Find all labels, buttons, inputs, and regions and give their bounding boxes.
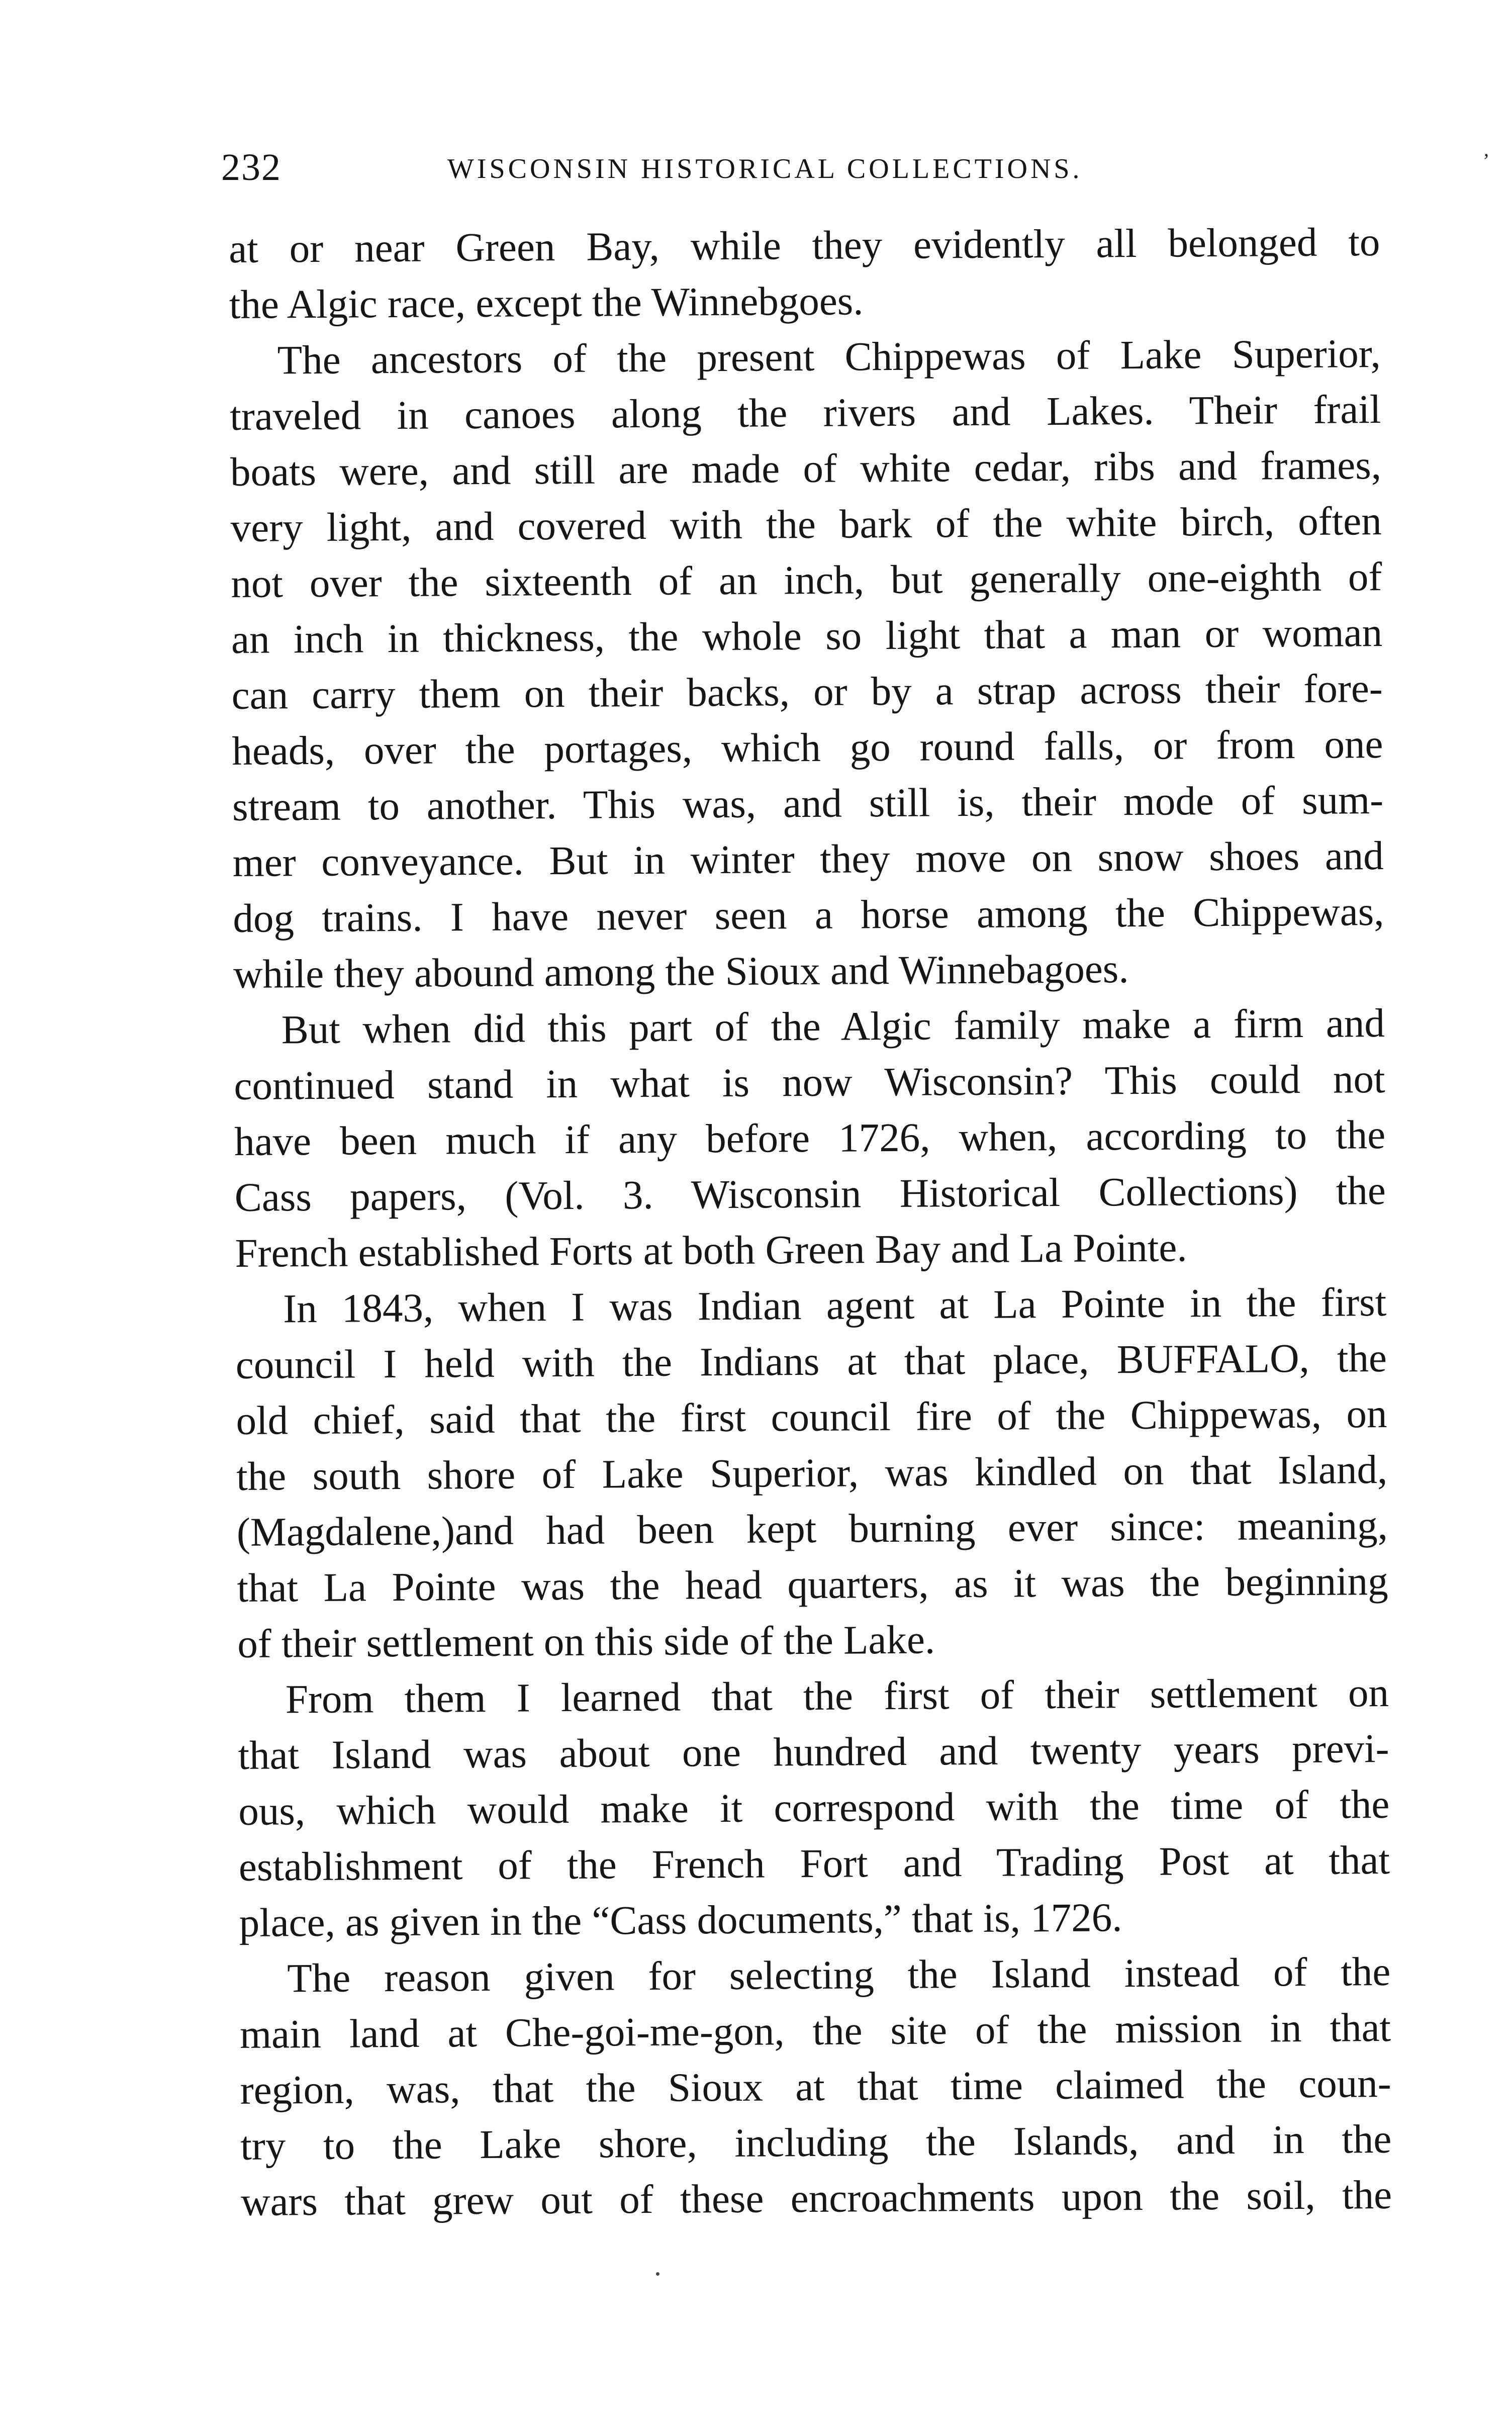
text-line: mer conveyance. But in winter they move on snow shoes and	[232, 832, 1384, 885]
running-head	[221, 146, 1357, 201]
text-line: place, as given in the “Cass documents,” that is, 1726.	[239, 1895, 1122, 1945]
text-line: that La Pointe was the head quarters, as it was the beginning	[237, 1558, 1388, 1611]
text-line: But when did this part of the Algic family make a firm and	[281, 1000, 1385, 1053]
text-line: From them I learned that the first of their settlement on	[285, 1669, 1389, 1722]
text-line: try to the Lake shore, including the Islands, and in the	[240, 2116, 1392, 2169]
text-line: ous, which would make it correspond with the time of the	[238, 1781, 1390, 1834]
text-line: In 1843, when I was Indian agent at La Pointe in the first	[282, 1279, 1387, 1332]
text-line: Cass papers, (Vol. 3. Wisconsin Historical Collections) the	[234, 1167, 1386, 1220]
text-line: The reason given for selecting the Island instead of the	[287, 1948, 1391, 2001]
text-line: traveled in canoes along the rivers and Lakes. Their frail	[230, 387, 1381, 439]
text-line: an inch in thickness, the whole so light that a man or woman	[231, 609, 1383, 662]
text-line: heads, over the portages, which go round falls, or from one	[232, 721, 1383, 774]
text-line: at or near Green Bay, while they evidently all belonged to	[229, 219, 1380, 271]
text-line: can carry them on their backs, or by a strap across their fore-	[231, 665, 1383, 718]
text-line: continued stand in what is now Wisconsin? This could not	[234, 1056, 1385, 1108]
text-line: stream to another. This was, and still is, their mode of sum-	[232, 777, 1384, 829]
text-line: old chief, said that the first council fire of the Chippewas, on	[236, 1390, 1387, 1443]
text-line: very light, and covered with the bark of the white birch, often	[230, 498, 1382, 550]
text-line: (Magdalene,)and had been kept burning ever since: meaning,	[236, 1502, 1388, 1555]
body-text	[229, 214, 1392, 2230]
text-line: French established Forts at both Green Bay and La Pointe.	[235, 1225, 1187, 1276]
text-line: have been much if any before 1726, when, according to the	[234, 1111, 1386, 1164]
text-line: the Algic race, except the Winnebgoes.	[229, 278, 864, 327]
text-line: that Island was about one hundred and twenty years previ-	[238, 1725, 1389, 1778]
text-line: council I held with the Indians at that place, BUFFALO, the	[235, 1335, 1387, 1387]
text-line: region, was, that the Sioux at that time claimed the coun-	[240, 2060, 1391, 2113]
text-line: The ancestors of the present Chippewas of Lake Superior,	[277, 331, 1381, 383]
text-line: wars that grew out of these encroachments upon the soil, the	[240, 2172, 1392, 2224]
text-line: while they abound among the Sioux and Winnebagoes.	[233, 946, 1129, 997]
text-line: dog trains. I have never seen a horse among the Chippewas,	[233, 888, 1384, 941]
running-title: WISCONSIN HISTORICAL COLLECTIONS.	[447, 153, 1083, 184]
page-number: 232	[221, 146, 281, 189]
ink-speck	[656, 2272, 659, 2276]
text-line: of their settlement on this side of the Lake.	[237, 1617, 935, 1666]
text-line: the south shore of Lake Superior, was kindled on that Island,	[236, 1446, 1388, 1499]
text-line: not over the sixteenth of an inch, but generally one-eighth of	[231, 553, 1382, 606]
corner-speck: ’	[1483, 149, 1490, 172]
text-line: boats were, and still are made of white cedar, ribs and frames,	[230, 442, 1382, 495]
text-line: establishment of the French Fort and Trading Post at that	[238, 1837, 1390, 1890]
text-line: main land at Che-goi-me-gon, the site of the mission in that	[239, 2004, 1391, 2057]
